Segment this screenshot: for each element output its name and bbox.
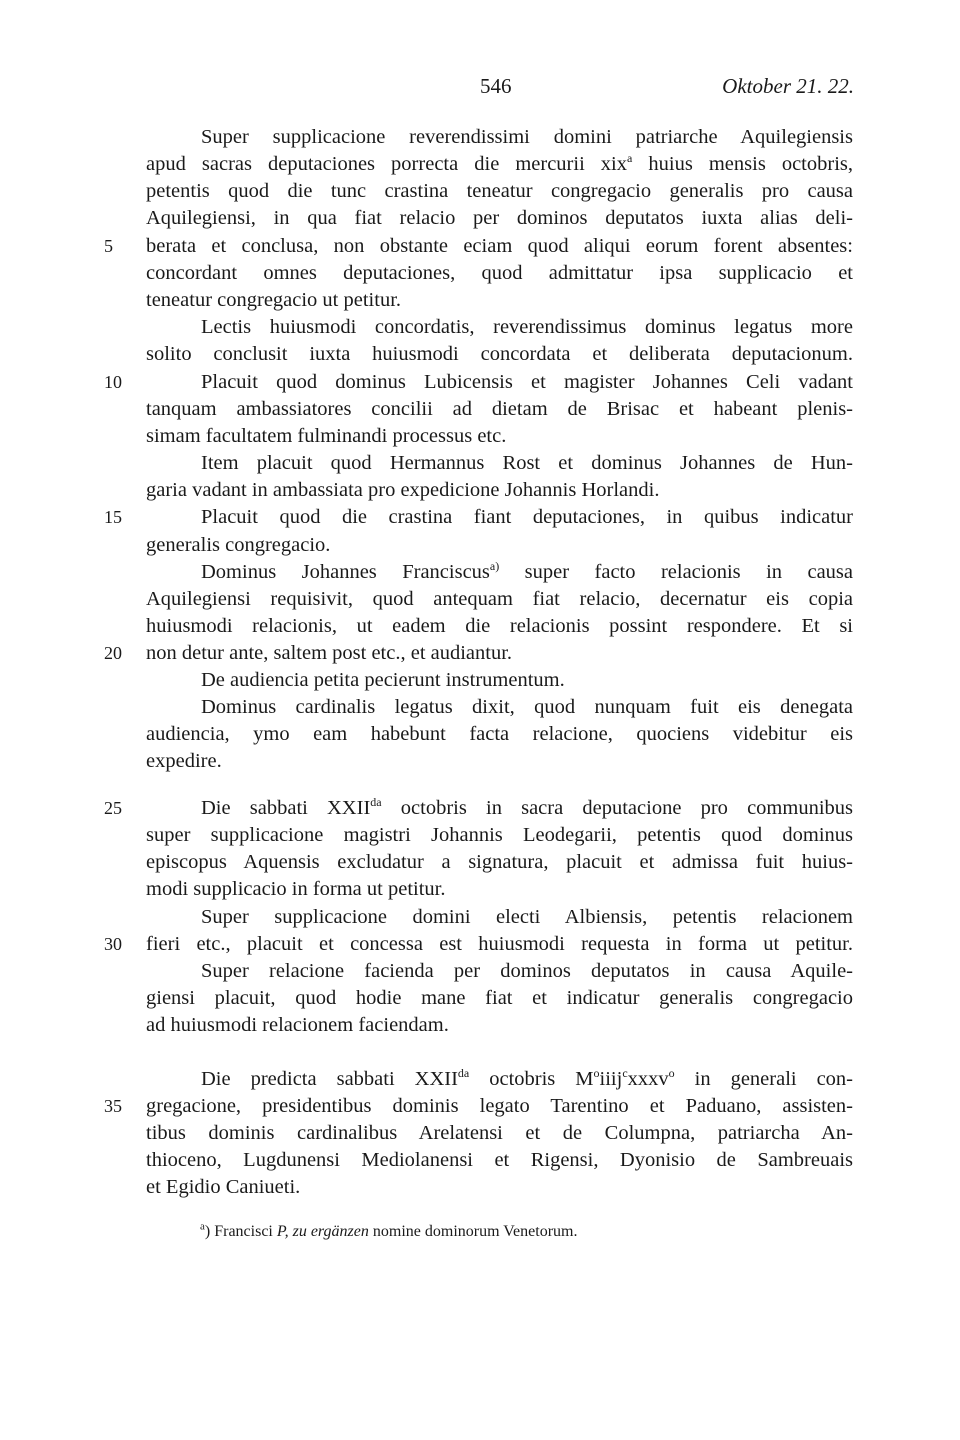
- line-number: 10: [104, 372, 122, 392]
- text-line: expedire.: [146, 750, 222, 772]
- text-line: teneatur congregacio ut petitur.: [146, 289, 402, 311]
- text-line: De audiencia petita pecierunt instrumentum.: [201, 669, 565, 691]
- text-line: petentis quod die tunc crastina teneatur congregacio generalis pro causa: [146, 180, 853, 202]
- line-number: 30: [104, 934, 122, 954]
- text-line: Die sabbati $XXII^{da}$ octobris in sacra deputacione pro communibus: [201, 795, 853, 819]
- text-line: thioceno, Lugdunensi Mediolanensi et Rigensi, Dyonisio de Sambreuais: [146, 1149, 853, 1171]
- text-line: Item placuit quod Hermannus Rost et dominus Johannes de Hun-: [201, 452, 853, 474]
- text-line: tanquam ambassiatores concilii ad dietam de Brisac et habeant plenis-: [146, 398, 853, 420]
- running-head: Oktober 21. 22.: [722, 74, 854, 98]
- line-number: 5: [104, 236, 113, 256]
- text-line: simam facultatem fulminandi processus etc.: [146, 425, 507, 447]
- text-line: ad huiusmodi relacionem faciendam.: [146, 1014, 449, 1036]
- text-line: Die predicta sabbati $XXII^{da}$ octobris $M^oiiij^cxxxv^o$ in generali con-: [201, 1066, 853, 1090]
- text-line: Super relacione facienda per dominos deputatos in causa Aquile-: [201, 960, 853, 982]
- line-number: 15: [104, 507, 122, 527]
- text-line: berata et conclusa, non obstante eciam quod aliqui eorum forent absentes:: [146, 235, 853, 257]
- footnote-mark: a: [200, 1220, 205, 1233]
- text-line: Lectis huiusmodi concordatis, reverendissimus dominus legatus more: [201, 316, 853, 338]
- text-line: Super supplicacione domini electi Albiensis, petentis relacionem: [201, 906, 853, 928]
- line-number: 20: [104, 643, 122, 663]
- text-line: huiusmodi relacionis, ut eadem die relacionis possint respondere. Et si: [146, 615, 853, 637]
- text-line: Dominus Johannes Franciscus$^{a)}$ super facto relacionis in causa: [201, 559, 853, 583]
- text-line: Placuit quod die crastina fiant deputaciones, in quibus indicatur: [201, 506, 853, 528]
- text-line: super supplicacione magistri Johannis Leodegarii, petentis quod dominus: [146, 824, 853, 846]
- text-line: audiencia, ymo eam habebunt facta relacione, quociens videbitur eis: [146, 723, 853, 745]
- text-line: modi supplicacio in forma ut petitur.: [146, 878, 446, 900]
- text-line: giensi placuit, quod hodie mane fiat et indicatur generalis congregacio: [146, 987, 853, 1009]
- text-line: apud sacras deputaciones porrecta die mercurii xix$^a$ huius mensis octobris,: [146, 151, 854, 175]
- footnote: $^a$) Francisci P, zu ergänzen nomine dominorum Venetorum.: [200, 1220, 578, 1240]
- text-line: concordant omnes deputaciones, quod admittatur ipsa supplicacio et: [146, 262, 853, 284]
- text-line: episcopus Aquensis excludatur a signatura, placuit et admissa fuit huius-: [146, 851, 853, 873]
- text-line: Super supplicacione reverendissimi domini patriarche Aquilegiensis: [201, 126, 853, 148]
- text-line: tibus dominis cardinalibus Arelatensi et de Columpna, patriarcha An-: [146, 1122, 853, 1144]
- text-line: Aquilegiensi requisivit, quod antequam fiat relacio, decernatur eis copia: [146, 588, 853, 610]
- page-header: [0, 74, 960, 104]
- line-number: 35: [104, 1096, 122, 1116]
- text-line: garia vadant in ambassiata pro expedicione Johannis Horlandi.: [146, 479, 660, 501]
- text-line: solito conclusit iuxta huiusmodi concordata et deliberata deputacionum.: [146, 343, 853, 365]
- text-line: gregacione, presidentibus dominis legato Tarentino et Paduano, assisten-: [146, 1095, 853, 1117]
- page-number: 546: [480, 74, 512, 98]
- text-line: et Egidio Caniueti.: [146, 1176, 301, 1198]
- text-line: non detur ante, saltem post etc., et audiantur.: [146, 642, 513, 664]
- text-line: fieri etc., placuit et concessa est huiusmodi requesta in forma ut petitur.: [146, 933, 853, 955]
- text-line: Aquilegiensi, in qua fiat relacio per dominos deputatos iuxta alias deli-: [146, 207, 853, 229]
- text-line: Placuit quod dominus Lubicensis et magister Johannes Celi vadant: [201, 371, 853, 393]
- line-number: 25: [104, 798, 122, 818]
- text-line: Dominus cardinalis legatus dixit, quod nunquam fuit eis denegata: [201, 696, 853, 718]
- text-line: generalis congregacio.: [146, 534, 331, 556]
